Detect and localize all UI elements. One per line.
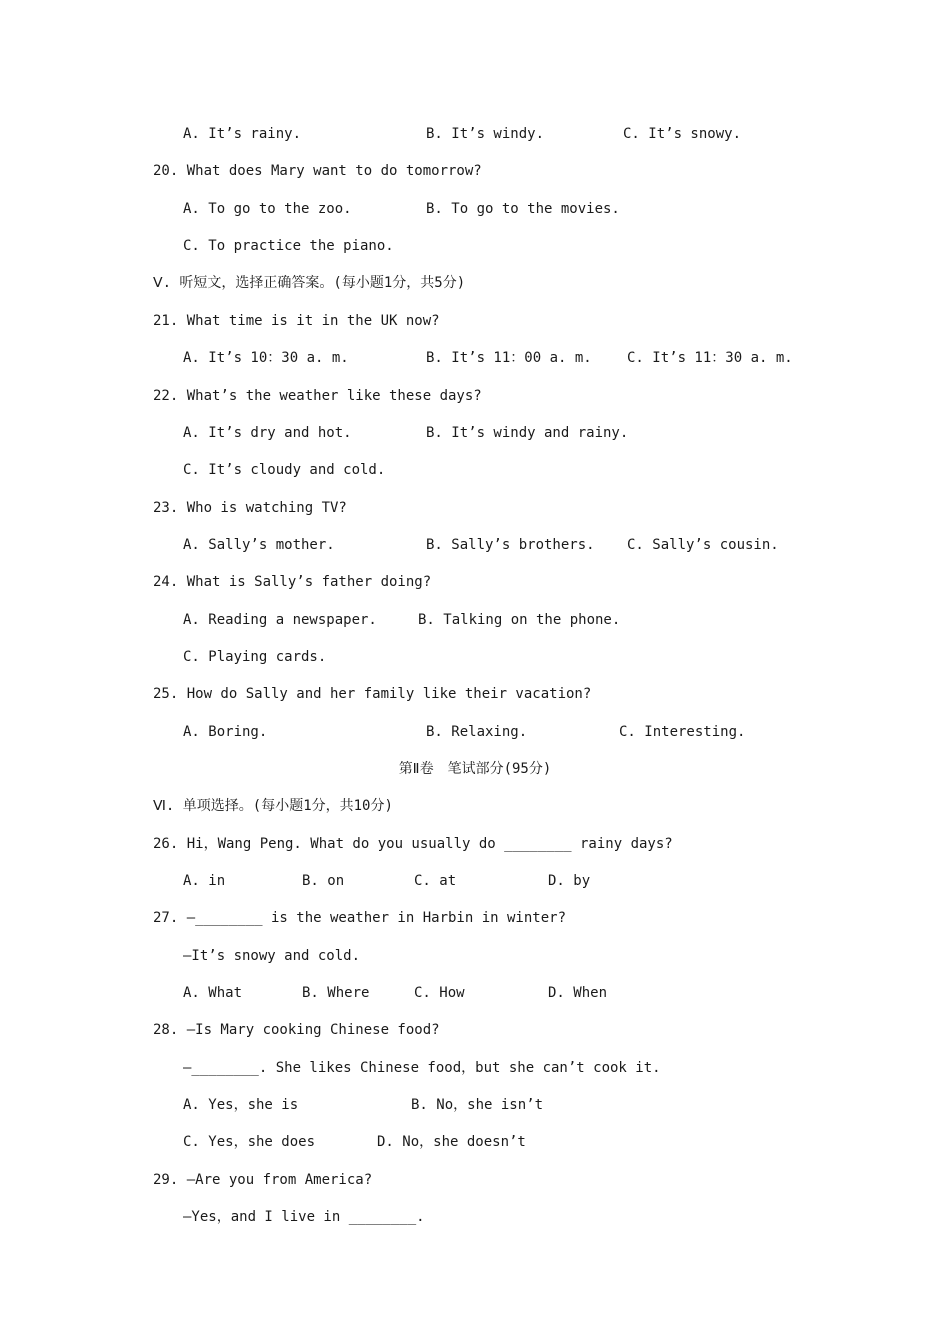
q19-option-b: B. It’s windy.: [426, 126, 545, 142]
q27-question: 27. —________ is the weather in Harbin in winter?: [153, 910, 567, 926]
q23-option-a: A. Sally’s mother.: [183, 537, 335, 553]
q23-option-c: C. Sally’s cousin.: [627, 537, 779, 553]
q19-option-a: A. It’s rainy.: [183, 126, 302, 142]
q29-question: 29. —Are you from America?: [153, 1172, 373, 1188]
q20-option-c: C. To practice the piano.: [183, 238, 394, 254]
q19-option-c: C. It’s snowy.: [623, 126, 742, 142]
q22-option-a: A. It’s dry and hot.: [183, 425, 352, 441]
q23-option-b: B. Sally’s brothers.: [426, 537, 595, 553]
q29-answer: —Yes，and I live in ________.: [183, 1209, 425, 1225]
q28-option-c: C. Yes，she does: [183, 1134, 316, 1150]
q25-option-a: A. Boring.: [183, 724, 268, 740]
q26-question: 26. Hi，Wang Peng. What do you usually do ________ rainy days?: [153, 836, 673, 852]
q23-question: 23. Who is watching TV?: [153, 500, 347, 516]
q20-option-a: A. To go to the zoo.: [183, 201, 352, 217]
q24-option-c: C. Playing cards.: [183, 649, 327, 665]
section-5-title: Ⅴ. 听短文，选择正确答案。(每小题1分，共5分): [153, 275, 466, 291]
q25-option-b: B. Relaxing.: [426, 724, 528, 740]
q26-option-d: D. by: [548, 873, 591, 889]
q27-option-b: B. Where: [302, 985, 370, 1001]
part-2-title: 第Ⅱ卷 笔试部分(95分): [398, 761, 552, 777]
q24-question: 24. What is Sally’s father doing?: [153, 574, 432, 590]
q28-answer: —________. She likes Chinese food，but she can’t cook it.: [183, 1060, 661, 1076]
q27-option-c: C. How: [414, 985, 465, 1001]
q27-answer: —It’s snowy and cold.: [183, 948, 361, 964]
q21-option-a: A. It’s 10：30 a. m.: [183, 350, 349, 366]
q22-option-b: B. It’s windy and rainy.: [426, 425, 629, 441]
q28-question: 28. —Is Mary cooking Chinese food?: [153, 1022, 440, 1038]
q26-option-b: B. on: [302, 873, 345, 889]
q27-option-a: A. What: [183, 985, 243, 1001]
q20-question: 20. What does Mary want to do tomorrow?: [153, 163, 482, 179]
q24-option-b: B. Talking on the phone.: [418, 612, 621, 628]
q22-option-c: C. It’s cloudy and cold.: [183, 462, 386, 478]
q28-option-a: A. Yes，she is: [183, 1097, 299, 1113]
q24-option-a: A. Reading a newspaper.: [183, 612, 377, 628]
section-6-title: Ⅵ. 单项选择。(每小题1分，共10分): [153, 798, 393, 814]
q20-option-b: B. To go to the movies.: [426, 201, 620, 217]
q25-question: 25. How do Sally and her family like their vacation?: [153, 686, 592, 702]
q28-option-b: B. No，she isn’t: [411, 1097, 544, 1113]
q21-option-c: C. It’s 11：30 a. m.: [627, 350, 793, 366]
q21-option-b: B. It’s 11：00 a. m.: [426, 350, 592, 366]
q21-question: 21. What time is it in the UK now?: [153, 313, 440, 329]
q26-option-a: A. in: [183, 873, 226, 889]
q26-option-c: C. at: [414, 873, 457, 889]
q25-option-c: C. Interesting.: [619, 724, 746, 740]
q27-option-d: D. When: [548, 985, 608, 1001]
q22-question: 22. What’s the weather like these days?: [153, 388, 482, 404]
q28-option-d: D. No，she doesn’t: [377, 1134, 526, 1150]
